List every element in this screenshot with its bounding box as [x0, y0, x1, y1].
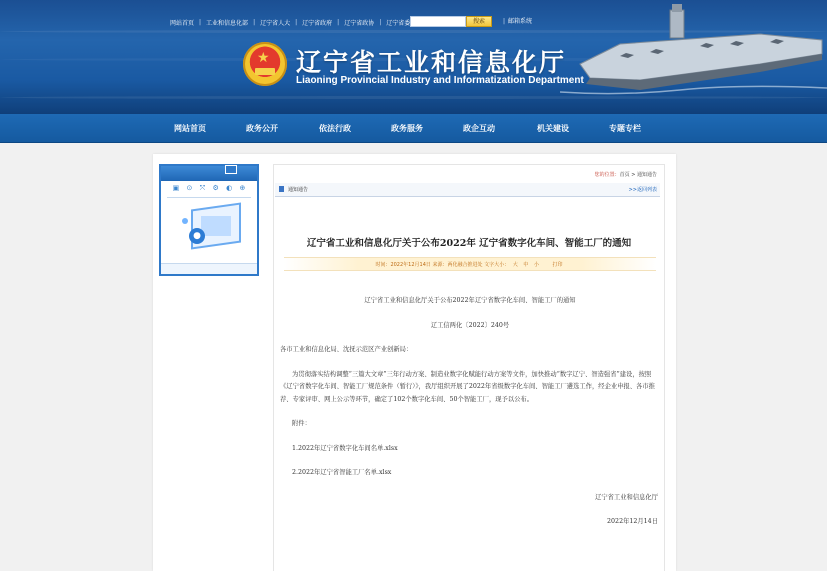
user-icon: ● [189, 228, 205, 244]
toplink-npc[interactable]: 辽宁省人大 [260, 19, 291, 27]
salutation: 各市工业和信息化局、沈抚示范区产业创新局： [280, 346, 413, 353]
nav-law[interactable]: 依法行政 [319, 124, 351, 133]
signature: 辽宁省工业和信息化厅 [595, 493, 658, 501]
nav-construction[interactable]: 机关建设 [537, 124, 569, 133]
print-link[interactable]: 打印 [552, 262, 563, 268]
body-heading: 辽宁省工业和信息化厅关于公布2022年辽宁省数字化车间、智能工厂的通知 [364, 297, 576, 304]
toplink-gov[interactable]: 辽宁省政府 [302, 19, 333, 27]
breadcrumb-label: 您的位置： [594, 172, 620, 178]
font-size-small[interactable]: 小 [533, 262, 539, 268]
tools-icon[interactable]: ⚙ [212, 184, 219, 192]
mail-link[interactable]: | 邮箱系统 [503, 18, 533, 25]
section-icon [279, 186, 284, 192]
article-panel [273, 164, 665, 571]
font-size-large[interactable]: 大 [512, 262, 518, 268]
toplink-miit[interactable]: 工业和信息化部 [206, 19, 249, 27]
toplink-home[interactable]: 网站首页 [170, 19, 195, 27]
toplink-cppcc[interactable]: 辽宁省政协 [344, 19, 375, 27]
aircraft-carrier-icon [560, 0, 827, 114]
back-to-list-link[interactable]: >>返回列表 [628, 187, 657, 193]
grid-icon[interactable]: ▣ [172, 184, 180, 192]
body-paragraph: 为贯彻落实结构调整“三篇大文章”三年行动方案、制造业数字化赋能行动方案等文件，加快推动“数字辽宁、智造强省”建设，按照《辽宁省数字化车间、智能工厂规范条件（暂行）》，我厅组织开展了2022年省级数字化车间、智能工厂遴选工作，经企业申报、各市推荐、专家评审、网上公示等环节，确定了102个数字化车间、50个智能工厂，现予以公布。 [280, 370, 655, 403]
search-input[interactable] [410, 16, 466, 27]
search-button[interactable]: 搜索 [466, 16, 492, 27]
meta-source: 来源：两化融合推进处 [432, 262, 483, 268]
issue-date: 2022年12月14日 [607, 518, 658, 525]
nav-services[interactable]: 政务服务 [391, 124, 423, 133]
sidebar-icon-row [161, 181, 257, 193]
sidebar-tab[interactable] [225, 165, 237, 174]
settings-icon[interactable]: ⊕ [239, 184, 246, 192]
sidebar-illustration [181, 204, 251, 254]
breadcrumb [595, 171, 657, 178]
section-title: 通知通告 [288, 187, 309, 193]
breadcrumb-path[interactable]: 首页 > 通知通告 [619, 172, 657, 178]
share-icon[interactable]: ◐ [226, 184, 233, 192]
toplink-committee[interactable]: 辽宁省委 [386, 19, 411, 27]
attachment-link-2[interactable]: 2.2022年辽宁省智能工厂名单.xlsx [292, 469, 392, 476]
page-container [153, 154, 676, 571]
national-emblem-icon: ★ [243, 42, 287, 86]
article-title: 辽宁省工业和信息化厅关于公布2022年 辽宁省数字化车间、智能工厂的通知 [306, 238, 632, 249]
sidebar-widget [159, 164, 259, 276]
main-nav [0, 114, 827, 143]
meta-time: 时间：2022年12月14日 [375, 262, 431, 268]
sidebar-header [161, 166, 257, 181]
site-subtitle: Liaoning Provincial Industry and Informatization Department [296, 75, 584, 86]
attachment-link-1[interactable]: 1.2022年辽宁省数字化车间名单.xlsx [292, 444, 398, 452]
attachments-label: 附件： [292, 420, 311, 427]
article-meta [284, 257, 656, 271]
search-icon[interactable]: ⊙ [186, 184, 193, 192]
expand-icon[interactable]: ⤧ [199, 184, 206, 192]
top-links: 网站首页 | 工业和信息化部 | 辽宁省人大 | 辽宁省政府 | 辽宁省政协 | 辽宁省委 [165, 16, 415, 28]
site-title: 辽宁省工业和信息化厅 [296, 48, 567, 77]
site-header [0, 0, 827, 114]
nav-interaction[interactable]: 政企互动 [463, 124, 495, 133]
article-body [280, 295, 660, 529]
font-size-medium[interactable]: 中 [523, 262, 529, 268]
nav-home[interactable]: 网站首页 [174, 124, 206, 133]
document-number: 辽工信两化〔2022〕240号 [430, 321, 510, 329]
mail-label: 邮箱系统 [508, 18, 533, 25]
section-header [275, 183, 660, 197]
meta-size-label: 文字大小： [484, 262, 510, 268]
nav-government-affairs[interactable]: 政务公开 [246, 124, 278, 133]
nav-special-topics[interactable]: 专题专栏 [609, 124, 641, 133]
